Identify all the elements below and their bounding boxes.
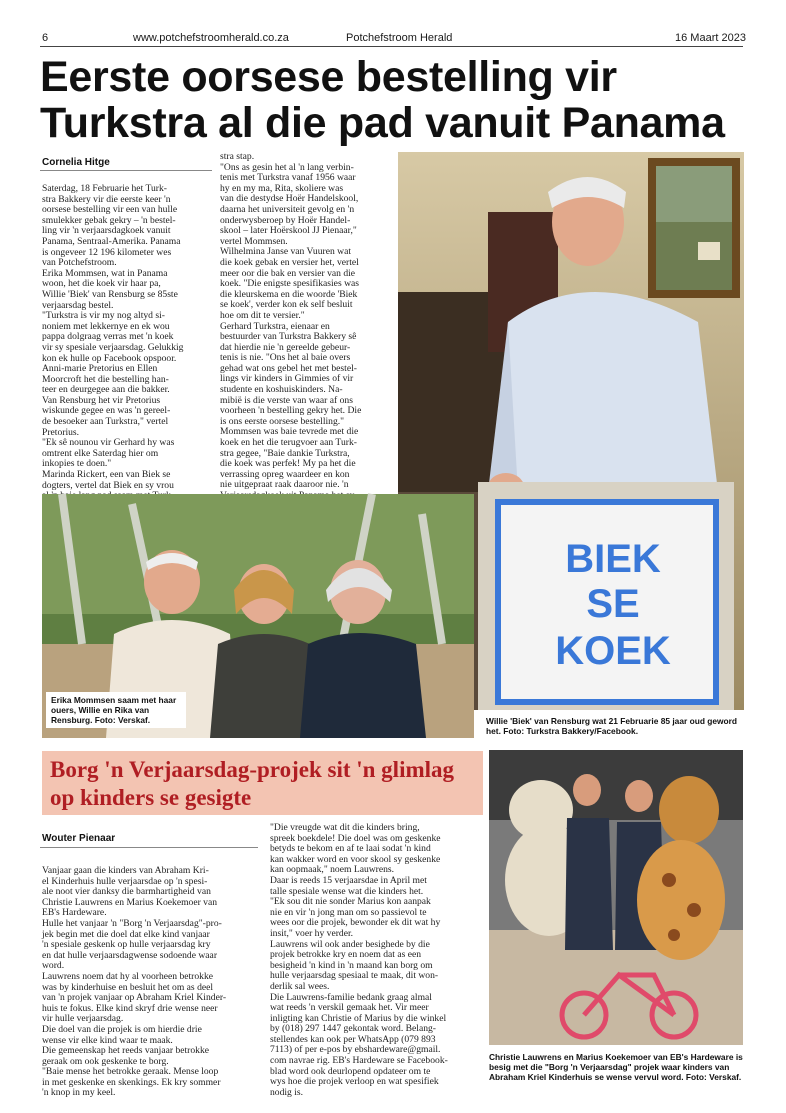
article2-col1: Vanjaar gaan die kinders van Abraham Kri- el Kinderhuis hulle verjaarsdae op 'n spesi- ale noot vier danksy die barmhartigheid van Christie Lauwrens en Marius Koekemoer van EB's Hardeware. Hulle het vanjaar 'n "Borg 'n Verjaarsdag"-pro- jek begin met die doel dat elke kind vanjaar 'n spesiale geskenk op hulle verjaarsdag kry en dat hulle verjaarsdagwense sodoende waar word. Lauwrens noem dat hy al voorheen betrokke was by kinderhuise en besluit het om as deel van 'n projek vanjaar op Abraham Kriel Kinder- huis te fokus. Elke kind skryf drie wense neer vir hulle verjaarsdag. Die doel van die projek is om hierdie drie wense vir elke kind waar te maak. Die gemeenskap het reeds vanjaar betrokke geraak om ook geskenke te borg. "Baie mense het betrokke geraak. Mense loop in met geskenke en skenkings. Ek kry sommer 'n knop in my keel. <box>42 865 227 1099</box>
article1-col2: stra stap. "Ons as gesin het al 'n lang verbin- tenis met Turkstra vanaf 1956 waar hy en my ma, Rita, skoliere was van die destydse Hoër Handelskool, daarna het universiteit gevolg en 'n onderwysberoep by Hoër Handel- skool – later Hoërskool JJ Pienaar," vertel Mommsen. Wilhelmina Janse van Vuuren wat die koek gebak en versier het, vertel meer oor die bak en versier van die koek. "Die enigste spesifikasies was die kleurskema en die woorde 'Biek se koek', verder kon ek self besluit hoe om dit te versier." Gerhard Turkstra, eienaar en bestuurder van Turkstra Bakkery sê dat hierdie nie 'n gereelde gebeur- tenis is nie. "Ons het al baie overs gehad wat ons gebel het met bestel- lings vir kinders in Gimmies of vir studente en koshuiskinders. Na- mibië is die verste van waar af ons voorheen 'n bestelling gekry het. Die is ons eerste oorsese bestelling." Mommsen was baie tevrede met die koek en het die terugvoer aan Turk- stra gegee, "Baie dankie Turkstra, die koek was perfek! My pa het die verrassing opreg waardeer en kon nie uitgepraat raak daaroor nie. 'n <box>220 151 362 491</box>
website: www.potchefstroomherald.co.za <box>133 32 289 44</box>
issue-date: 16 Maart 2023 <box>675 32 746 44</box>
family-photo <box>42 494 474 738</box>
page-number: 6 <box>42 32 49 44</box>
headline: Eerste oorsese bestelling vir Turkstra al die pad vanuit Panama <box>40 53 725 147</box>
cake-text-line3: KOEK <box>555 629 671 673</box>
cake-text-line2: SE <box>586 582 640 626</box>
article2-col2: "Die vreugde wat dit die kinders bring, spreek boekdele! Die doel was om geskenke betyds te bekom en af te laai sodat 'n kind kan wakker word en voor skool sy geskenke kan oopmaak," noem Lauwrens. Daar is reeds 15 verjaarsdae in April met talle spesiale wense wat die kinders het. "Ek sou dit nie sonder Marius kon aanpak nie en vir 'n jong man om so passievol te wees oor die projek, bewonder ek dit wat hy insit," voer hy verder. Lauwrens wil ook ander besighede by die projek betrokke kry en noem dat as een besigheid 'n kind in 'n maand kan borg om hulle verjaarsdag spesiaal te maak, dit won- derlik sal wees. Die Lauwrens-familie bedank graag almal wat reeds 'n verskil gemaak het. Vir meer inligting kan Christie of Marius by die winkel by (018) 297 1447 gekontak word. Belang- stellendes kan ook per WhatsApp (079 893 7113) of per e-pos by ebshardeware@gmail. com navrae rig. EB's Hardeware se Facebook- blad word ook deurlopend opdateer om te wys hoe die projek verloop en wat spesifiek nodig is. <box>270 822 448 1098</box>
hardware-photo-caption: Christie Lauwrens en Marius Koekemoer van EB's Hardeware is besig met die "Borg 'n Verjaarsdag" projek waar kinders van Abraham Kriel Kinderhuis se wense vervul word. Foto: Verskaf. <box>489 1052 743 1082</box>
header-rule <box>40 46 743 47</box>
cake-text-line1: BIEK <box>565 537 661 581</box>
byline: Cornelia Hitge <box>42 157 110 168</box>
article2-byline-rule <box>40 847 258 848</box>
article2-headline: Borg 'n Verjaarsdag-projek sit 'n glimlag op kinders se gesigte <box>50 757 455 810</box>
hardware-photo <box>489 750 743 1045</box>
byline-rule <box>40 170 212 171</box>
cake-photo-caption: Willie 'Biek' van Rensburg wat 21 Februarie 85 jaar oud geword het. Foto: Turkstra Bakkery/Facebook. <box>486 716 738 736</box>
article2-byline: Wouter Pienaar <box>42 833 116 844</box>
article1-col1: Saterdag, 18 Februarie het Turk- stra Bakkery vir die eerste keer 'n oorsese bestelling vir een van hulle smulekker gebak gekry – 'n bestel- ling vir 'n verjaarsdagkoek vanuit Panama, Sentraal-Amerika. Panama is ongeveer 12 196 kilometer wes van Potchefstroom. Erika Mommsen, wat in Panama woon, het die koek vir haar pa, Willie 'Biek' van Rensburg se 85ste verjaarsdag bestel. "Turkstra is vir my nog altyd si- noniem met lekkernye en ek wou pappa dolgraag verras met 'n koek vir sy spesiale verjaarsdag. Gelukkig kon ek hulle op Facebook opspoor. Anni-marie Pretorius en Ellen Moorcroft het die bestelling han- teer en deurgegee aan die bakker. Van Rensburg het vir Pretorius wiskunde gegee en was 'n gereel- de besoeker aan Turkstra," vertel Pretorius. "Ek sê nounou vir Gerhard hy was omtrent elke Saterdag hier om inkopies te doen." Marinda Rickert, een van Biek se dogters, vertel dat Biek en sy vrou <box>42 183 184 491</box>
hardware-photo-illustration <box>489 750 743 1045</box>
publication-name: Potchefstroom Herald <box>346 32 453 44</box>
family-photo-caption: Erika Mommsen saam met haar ouers, Willie en Rika van Rensburg. Foto: Verskaf. <box>46 692 186 728</box>
